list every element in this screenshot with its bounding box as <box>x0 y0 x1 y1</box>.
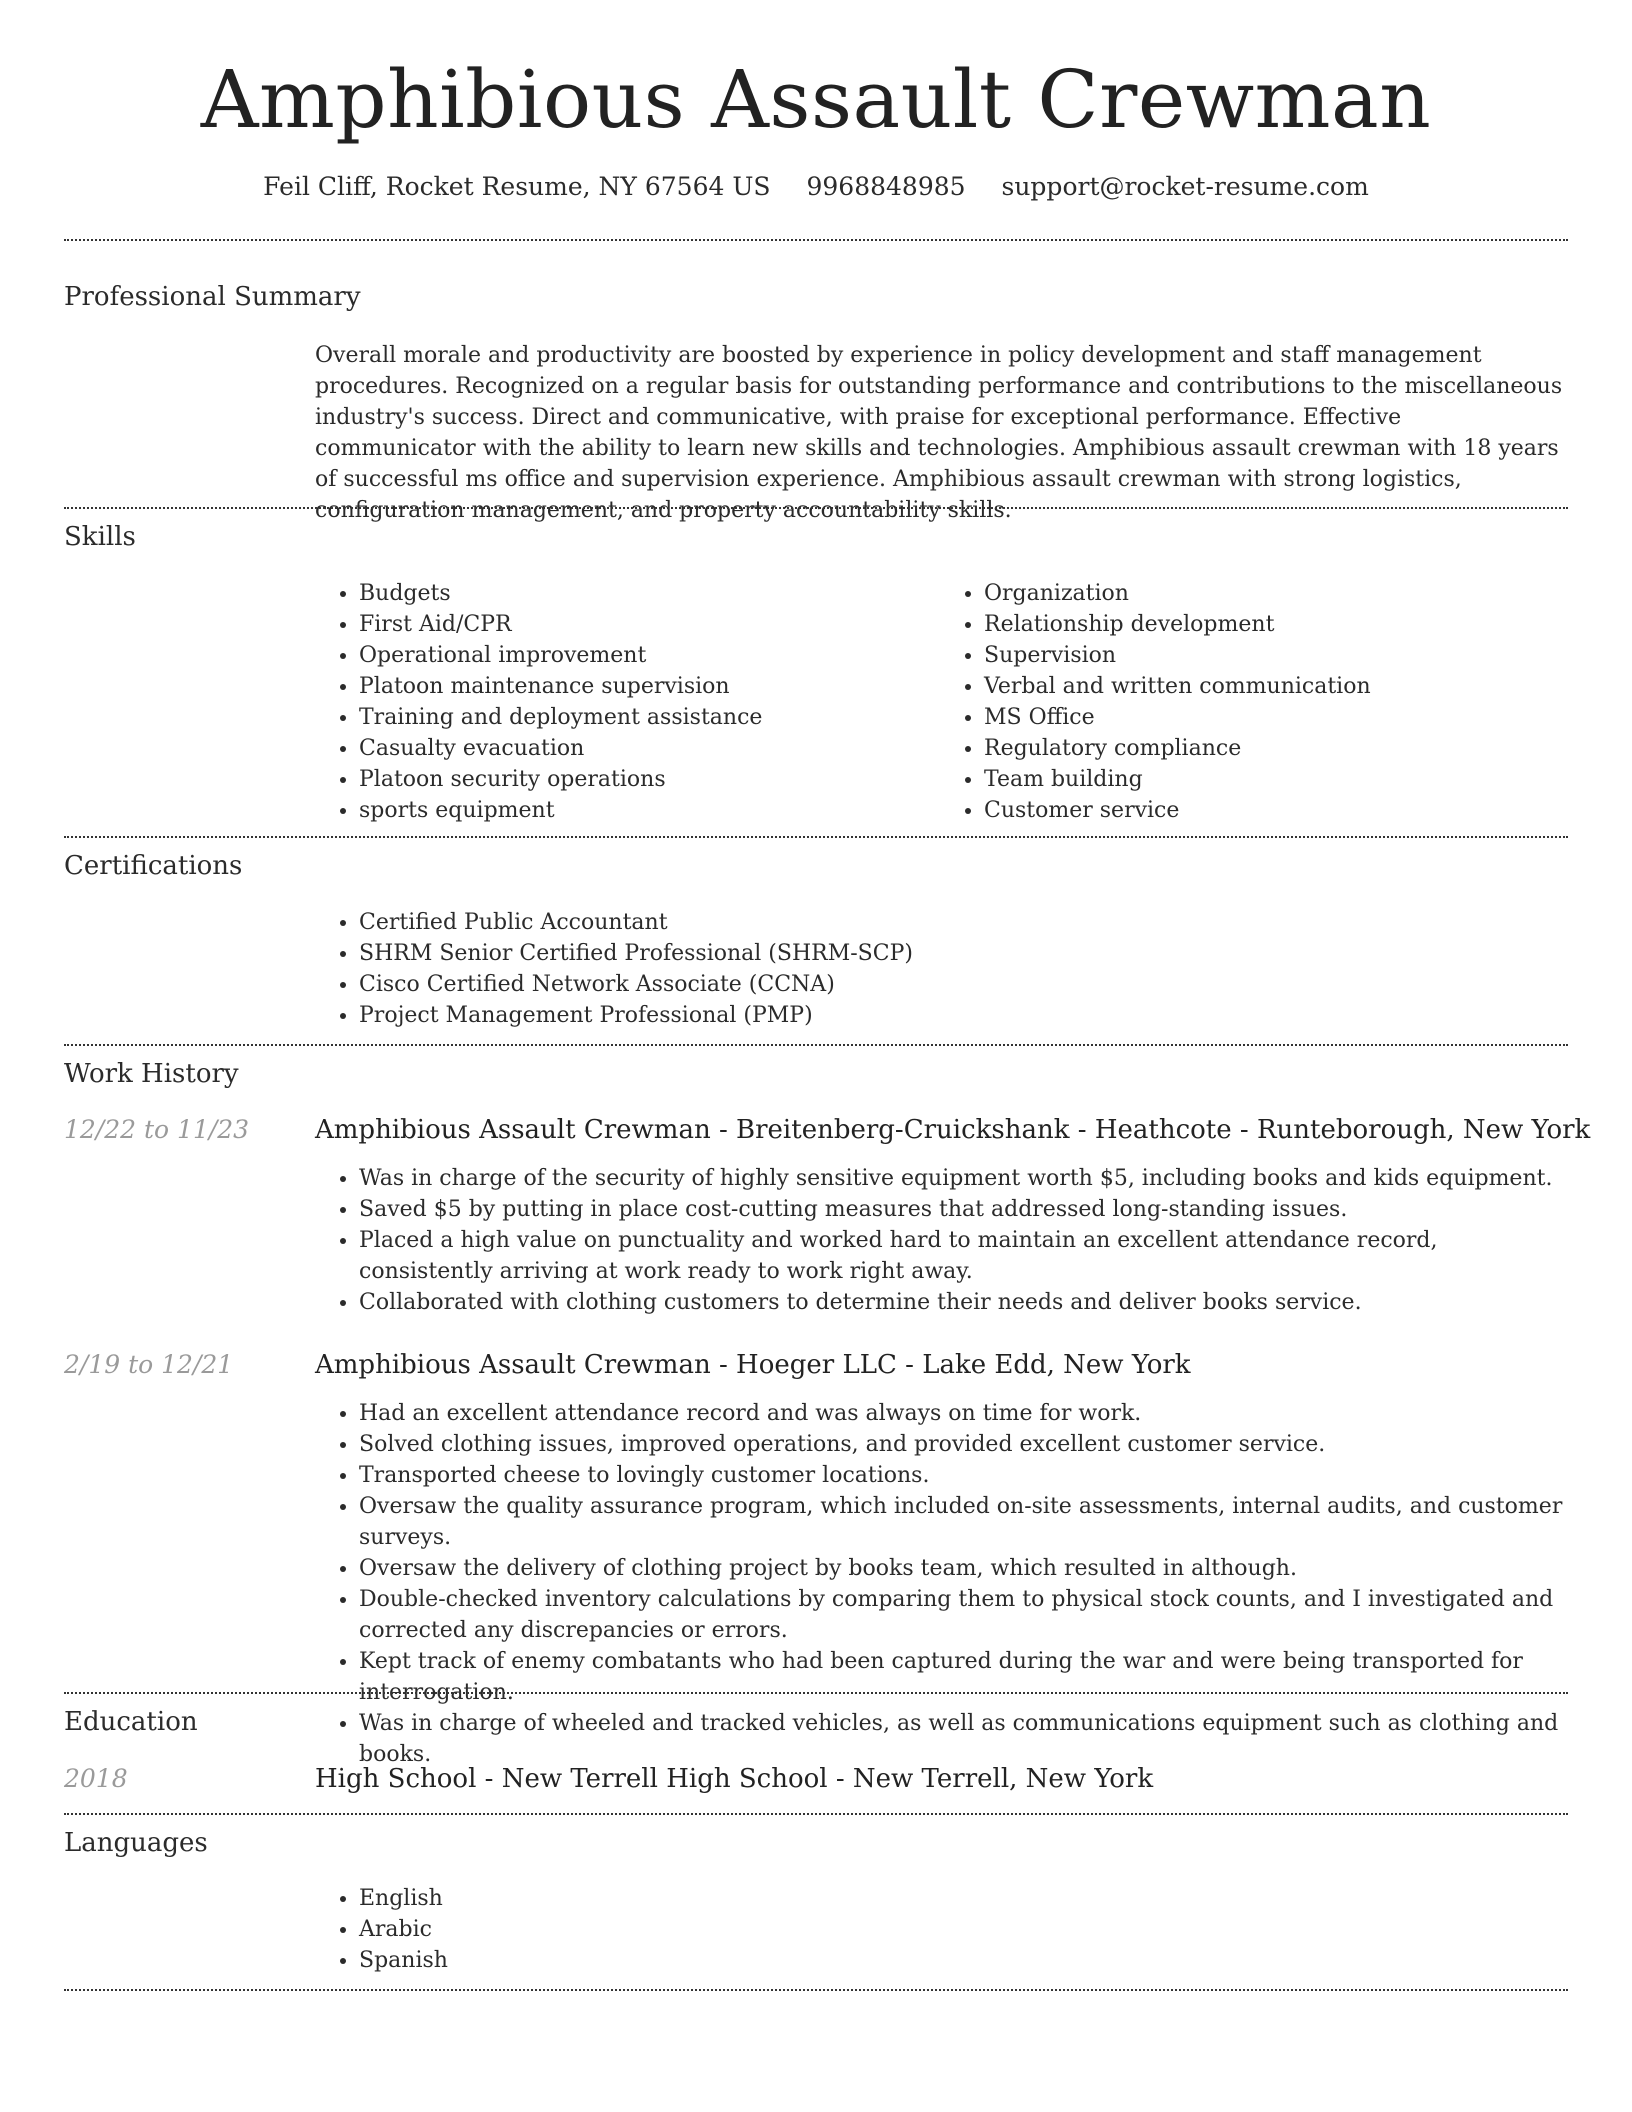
skill-item: • MS Office <box>984 702 1565 733</box>
contact-address: Feil Cliff, Rocket Resume, NY 67564 US <box>263 172 771 201</box>
language-item: • English <box>359 1883 1565 1914</box>
job-title: Amphibious Assault Crewman - Breitenberg-Cruickshank - Heathcote - Runteborough, New York <box>315 1115 1591 1145</box>
job-bullet: • Double-checked inventory calculations by comparing them to physical stock counts, and I investigated and corrected any discrepancies or errors. <box>359 1584 1565 1646</box>
section-title-summary: Professional Summary <box>64 282 361 312</box>
job-bullet: • Oversaw the delivery of clothing project by books team, which resulted in although. <box>359 1553 1565 1584</box>
job-bullets <box>315 1398 1565 1770</box>
skill-item: • Organization <box>984 578 1565 609</box>
languages-list <box>315 1883 1565 1976</box>
skill-item: • Team building <box>984 764 1565 795</box>
skill-item: • Platoon maintenance supervision <box>359 671 940 702</box>
skill-item: • sports equipment <box>359 795 940 826</box>
candidate-name: Amphibious Assault Crewman <box>200 53 1432 146</box>
divider <box>64 836 1568 838</box>
section-title-certifications: Certifications <box>64 851 243 881</box>
divider <box>64 507 1568 509</box>
language-item: • Arabic <box>359 1914 1565 1945</box>
divider <box>64 239 1568 241</box>
divider <box>64 1044 1568 1046</box>
contact-email: support@rocket-resume.com <box>1001 172 1369 201</box>
skills-block <box>315 578 1565 826</box>
job-bullet: • Collaborated with clothing customers to determine their needs and deliver books service. <box>359 1287 1565 1318</box>
job-bullet-list <box>315 1163 1565 1318</box>
skill-item: • Operational improvement <box>359 640 940 671</box>
job-bullet: • Was in charge of the security of highly sensitive equipment worth $5, including books and kids equipment. <box>359 1163 1565 1194</box>
job-dates: 12/22 to 11/23 <box>64 1115 250 1144</box>
certification-item: • Cisco Certified Network Associate (CCNA) <box>359 969 1565 1000</box>
certification-item: • Certified Public Accountant <box>359 907 1565 938</box>
section-title-work-history: Work History <box>64 1059 239 1089</box>
skill-item: • Regulatory compliance <box>984 733 1565 764</box>
certification-item: • Project Management Professional (PMP) <box>359 1000 1565 1031</box>
job-title: Amphibious Assault Crewman - Hoeger LLC - Lake Edd, New York <box>315 1350 1191 1380</box>
resume-header <box>0 0 1632 204</box>
divider <box>64 1692 1568 1694</box>
section-title-languages: Languages <box>64 1828 208 1858</box>
languages-block <box>315 1883 1565 1976</box>
job-bullet: • Saved $5 by putting in place cost-cutting measures that addressed long-standing issues. <box>359 1194 1565 1225</box>
certification-item: • SHRM Senior Certified Professional (SHRM-SCP) <box>359 938 1565 969</box>
skills-list-left <box>315 578 940 826</box>
section-title-education: Education <box>64 1707 198 1737</box>
skill-item: • Training and deployment assistance <box>359 702 940 733</box>
skill-item: • Customer service <box>984 795 1565 826</box>
skill-item: • Supervision <box>984 640 1565 671</box>
skills-list-right <box>940 578 1565 826</box>
job-bullet-list <box>315 1398 1565 1770</box>
job-bullet: • Placed a high value on punctuality and worked hard to maintain an excellent attendance record, consistently arriving at work ready to work right away. <box>359 1225 1565 1287</box>
job-bullet: • Kept track of enemy combatants who had been captured during the war and were being transported for interrogation. <box>359 1646 1565 1708</box>
skill-item: • Verbal and written communication <box>984 671 1565 702</box>
divider <box>64 1813 1568 1815</box>
education-entry: High School - New Terrell High School - New Terrell, New York <box>315 1764 1154 1794</box>
contact-phone: 9968848985 <box>806 172 966 201</box>
skill-item: • First Aid/CPR <box>359 609 940 640</box>
contact-line <box>0 170 1632 204</box>
certifications-list <box>315 907 1565 1031</box>
job-bullet: • Transported cheese to lovingly customer locations. <box>359 1460 1565 1491</box>
job-dates: 2/19 to 12/21 <box>64 1350 234 1379</box>
job-bullet: • Solved clothing issues, improved operations, and provided excellent customer service. <box>359 1429 1565 1460</box>
section-title-skills: Skills <box>64 522 136 552</box>
skill-item: • Relationship development <box>984 609 1565 640</box>
skill-item: • Casualty evacuation <box>359 733 940 764</box>
job-bullet: • Had an excellent attendance record and was always on time for work. <box>359 1398 1565 1429</box>
skill-item: • Budgets <box>359 578 940 609</box>
job-bullet: • Was in charge of wheeled and tracked vehicles, as well as communications equipment such as clothing and books. <box>359 1708 1565 1770</box>
language-item: • Spanish <box>359 1945 1565 1976</box>
job-bullet: • Oversaw the quality assurance program, which included on-site assessments, internal audits, and customer surveys. <box>359 1491 1565 1553</box>
skill-item: • Platoon security operations <box>359 764 940 795</box>
job-bullets <box>315 1163 1565 1318</box>
summary-block <box>315 340 1565 526</box>
certifications-block <box>315 907 1565 1031</box>
summary-text: Overall morale and productivity are boosted by experience in policy development and staff management procedures. Recognized on a regular basis for outstanding performance and contributions to the miscellaneous industry's success. Direct and communicative, with praise for exceptional performance. Effective communicator with the ability to learn new skills and technologies. Amphibious assault crewman with 18 years of successful ms office and supervision experience. Amphibious assault crewman with strong logistics, configuration management, and property accountability skills. <box>315 343 1563 523</box>
divider <box>64 1989 1568 1991</box>
education-year: 2018 <box>64 1764 128 1793</box>
